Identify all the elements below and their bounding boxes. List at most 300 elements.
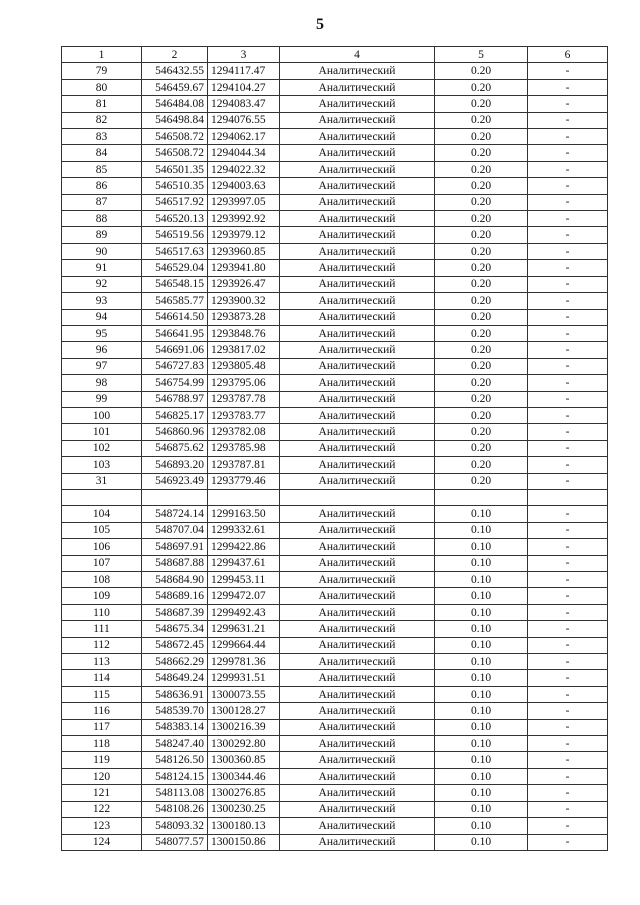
- method-cell: Аналитический: [280, 785, 435, 801]
- method-cell: Аналитический: [280, 736, 435, 752]
- x-coordinate-cell: 546508.72: [142, 145, 208, 161]
- method-cell: Аналитический: [280, 227, 435, 243]
- x-coordinate-cell: 548687.39: [142, 604, 208, 620]
- note-cell: -: [528, 506, 608, 522]
- table-row: [62, 818, 608, 834]
- y-coordinate-cell: 1293779.46: [208, 473, 280, 489]
- accuracy-cell: 0.20: [435, 79, 528, 95]
- x-coordinate-cell: 548124.15: [142, 768, 208, 784]
- method-cell: Аналитический: [280, 358, 435, 374]
- accuracy-cell: 0.20: [435, 276, 528, 292]
- point-number-cell: 94: [62, 309, 142, 325]
- y-coordinate-cell: 1293941.80: [208, 260, 280, 276]
- accuracy-cell: 0.10: [435, 555, 528, 571]
- method-cell: Аналитический: [280, 801, 435, 817]
- x-coordinate-cell: 546501.35: [142, 161, 208, 177]
- point-number-cell: 83: [62, 129, 142, 145]
- accuracy-cell: 0.20: [435, 129, 528, 145]
- table-row: [62, 161, 608, 177]
- x-coordinate-cell: 546754.99: [142, 375, 208, 391]
- method-cell: Аналитический: [280, 637, 435, 653]
- method-cell: Аналитический: [280, 703, 435, 719]
- accuracy-cell: 0.10: [435, 801, 528, 817]
- table-row: [62, 375, 608, 391]
- x-coordinate-cell: 546893.20: [142, 457, 208, 473]
- accuracy-cell: 0.20: [435, 96, 528, 112]
- y-coordinate-cell: 1294062.17: [208, 129, 280, 145]
- table-row: [62, 801, 608, 817]
- table-row: [62, 276, 608, 292]
- accuracy-cell: 0.10: [435, 654, 528, 670]
- x-coordinate-cell: 548247.40: [142, 736, 208, 752]
- table-row: [62, 785, 608, 801]
- y-coordinate-cell: 1293873.28: [208, 309, 280, 325]
- accuracy-cell: 0.10: [435, 539, 528, 555]
- table-row: [62, 834, 608, 850]
- x-coordinate-cell: 546459.67: [142, 79, 208, 95]
- table-row: [62, 112, 608, 128]
- point-number-cell: 92: [62, 276, 142, 292]
- table-row: [62, 621, 608, 637]
- note-cell: -: [528, 260, 608, 276]
- x-coordinate-cell: 548662.29: [142, 654, 208, 670]
- note-cell: -: [528, 440, 608, 456]
- table-row: [62, 506, 608, 522]
- table-row: [62, 129, 608, 145]
- point-number-cell: 93: [62, 293, 142, 309]
- x-coordinate-cell: 548077.57: [142, 834, 208, 850]
- y-coordinate-cell: 1294022.32: [208, 161, 280, 177]
- method-cell: Аналитический: [280, 129, 435, 145]
- accuracy-cell: 0.20: [435, 243, 528, 259]
- y-coordinate-cell: 1299664.44: [208, 637, 280, 653]
- y-coordinate-cell: 1293782.08: [208, 424, 280, 440]
- accuracy-cell: 0.20: [435, 227, 528, 243]
- y-coordinate-cell: 1300230.25: [208, 801, 280, 817]
- y-coordinate-cell: 1294083.47: [208, 96, 280, 112]
- accuracy-cell: 0.20: [435, 309, 528, 325]
- x-coordinate-cell: 548689.16: [142, 588, 208, 604]
- y-coordinate-cell: 1293783.77: [208, 407, 280, 423]
- method-cell: Аналитический: [280, 588, 435, 604]
- method-cell: Аналитический: [280, 161, 435, 177]
- accuracy-cell: 0.20: [435, 342, 528, 358]
- method-cell: Аналитический: [280, 604, 435, 620]
- point-number-cell: 109: [62, 588, 142, 604]
- method-cell: Аналитический: [280, 145, 435, 161]
- y-coordinate-cell: 1293992.92: [208, 211, 280, 227]
- note-cell: -: [528, 178, 608, 194]
- accuracy-cell: 0.20: [435, 145, 528, 161]
- x-coordinate-cell: 546484.08: [142, 96, 208, 112]
- y-coordinate-cell: 1294044.34: [208, 145, 280, 161]
- method-cell: Аналитический: [280, 391, 435, 407]
- table-row: [62, 637, 608, 653]
- y-coordinate-cell: 1294104.27: [208, 79, 280, 95]
- point-number-cell: 95: [62, 325, 142, 341]
- note-cell: -: [528, 785, 608, 801]
- note-cell: [528, 489, 608, 505]
- note-cell: -: [528, 834, 608, 850]
- table-row: [62, 736, 608, 752]
- method-cell: Аналитический: [280, 63, 435, 79]
- y-coordinate-cell: 1293997.05: [208, 194, 280, 210]
- accuracy-cell: 0.20: [435, 63, 528, 79]
- note-cell: -: [528, 637, 608, 653]
- method-cell: Аналитический: [280, 194, 435, 210]
- y-coordinate-cell: 1294117.47: [208, 63, 280, 79]
- column-header: 2: [142, 47, 208, 63]
- note-cell: -: [528, 96, 608, 112]
- y-coordinate-cell: 1299781.36: [208, 654, 280, 670]
- y-coordinate-cell: 1294003.63: [208, 178, 280, 194]
- note-cell: -: [528, 227, 608, 243]
- method-cell: Аналитический: [280, 522, 435, 538]
- table-row: [62, 686, 608, 702]
- note-cell: -: [528, 243, 608, 259]
- x-coordinate-cell: 546510.35: [142, 178, 208, 194]
- point-number-cell: 79: [62, 63, 142, 79]
- x-coordinate-cell: 546614.50: [142, 309, 208, 325]
- accuracy-cell: 0.20: [435, 194, 528, 210]
- note-cell: -: [528, 752, 608, 768]
- table-row: [62, 572, 608, 588]
- method-cell: Аналитический: [280, 211, 435, 227]
- point-number-cell: 100: [62, 407, 142, 423]
- accuracy-cell: [435, 489, 528, 505]
- note-cell: -: [528, 670, 608, 686]
- note-cell: -: [528, 293, 608, 309]
- method-cell: Аналитический: [280, 342, 435, 358]
- note-cell: -: [528, 358, 608, 374]
- column-header: 5: [435, 47, 528, 63]
- accuracy-cell: 0.20: [435, 211, 528, 227]
- note-cell: -: [528, 129, 608, 145]
- point-number-cell: 114: [62, 670, 142, 686]
- method-cell: Аналитический: [280, 539, 435, 555]
- note-cell: -: [528, 112, 608, 128]
- point-number-cell: 87: [62, 194, 142, 210]
- note-cell: -: [528, 588, 608, 604]
- table-row: [62, 654, 608, 670]
- x-coordinate-cell: 548108.26: [142, 801, 208, 817]
- method-cell: Аналитический: [280, 473, 435, 489]
- point-number-cell: 113: [62, 654, 142, 670]
- note-cell: -: [528, 473, 608, 489]
- y-coordinate-cell: 1294076.55: [208, 112, 280, 128]
- accuracy-cell: 0.10: [435, 834, 528, 850]
- x-coordinate-cell: 546641.95: [142, 325, 208, 341]
- point-number-cell: 115: [62, 686, 142, 702]
- x-coordinate-cell: [142, 489, 208, 505]
- note-cell: -: [528, 801, 608, 817]
- accuracy-cell: 0.10: [435, 752, 528, 768]
- y-coordinate-cell: 1293979.12: [208, 227, 280, 243]
- accuracy-cell: 0.10: [435, 736, 528, 752]
- accuracy-cell: 0.10: [435, 522, 528, 538]
- accuracy-cell: 0.10: [435, 768, 528, 784]
- y-coordinate-cell: 1293926.47: [208, 276, 280, 292]
- point-number-cell: 97: [62, 358, 142, 374]
- note-cell: -: [528, 407, 608, 423]
- table-row: [62, 670, 608, 686]
- method-cell: Аналитический: [280, 768, 435, 784]
- x-coordinate-cell: 546727.83: [142, 358, 208, 374]
- point-number-cell: 105: [62, 522, 142, 538]
- table-row: [62, 342, 608, 358]
- x-coordinate-cell: 546519.56: [142, 227, 208, 243]
- point-number-cell: 122: [62, 801, 142, 817]
- note-cell: -: [528, 686, 608, 702]
- accuracy-cell: 0.10: [435, 703, 528, 719]
- accuracy-cell: 0.10: [435, 818, 528, 834]
- method-cell: Аналитический: [280, 260, 435, 276]
- method-cell: Аналитический: [280, 621, 435, 637]
- point-number-cell: 98: [62, 375, 142, 391]
- table-row: [62, 522, 608, 538]
- y-coordinate-cell: 1299472.07: [208, 588, 280, 604]
- column-header: 4: [280, 47, 435, 63]
- y-coordinate-cell: 1293785.98: [208, 440, 280, 456]
- table-row: [62, 325, 608, 341]
- method-cell: Аналитический: [280, 572, 435, 588]
- y-coordinate-cell: 1300150.86: [208, 834, 280, 850]
- x-coordinate-cell: 548724.14: [142, 506, 208, 522]
- y-coordinate-cell: 1293960.85: [208, 243, 280, 259]
- note-cell: -: [528, 211, 608, 227]
- x-coordinate-cell: 548649.24: [142, 670, 208, 686]
- y-coordinate-cell: 1293795.06: [208, 375, 280, 391]
- x-coordinate-cell: 546585.77: [142, 293, 208, 309]
- table-row: [62, 752, 608, 768]
- accuracy-cell: 0.20: [435, 178, 528, 194]
- y-coordinate-cell: 1300360.85: [208, 752, 280, 768]
- table-row: [62, 588, 608, 604]
- y-coordinate-cell: 1299631.21: [208, 621, 280, 637]
- point-number-cell: 96: [62, 342, 142, 358]
- x-coordinate-cell: 546498.84: [142, 112, 208, 128]
- page-number: 5: [316, 16, 324, 33]
- note-cell: -: [528, 194, 608, 210]
- point-number-cell: 102: [62, 440, 142, 456]
- x-coordinate-cell: 546517.63: [142, 243, 208, 259]
- point-number-cell: 89: [62, 227, 142, 243]
- table-row: [62, 96, 608, 112]
- note-cell: -: [528, 63, 608, 79]
- note-cell: -: [528, 539, 608, 555]
- column-header: 3: [208, 47, 280, 63]
- note-cell: -: [528, 309, 608, 325]
- note-cell: -: [528, 424, 608, 440]
- y-coordinate-cell: 1293900.32: [208, 293, 280, 309]
- method-cell: Аналитический: [280, 243, 435, 259]
- accuracy-cell: 0.10: [435, 719, 528, 735]
- y-coordinate-cell: 1299492.43: [208, 604, 280, 620]
- column-header: 1: [62, 47, 142, 63]
- table-row: [62, 424, 608, 440]
- accuracy-cell: 0.20: [435, 457, 528, 473]
- x-coordinate-cell: 548383.14: [142, 719, 208, 735]
- table-row: [62, 768, 608, 784]
- point-number-cell: 104: [62, 506, 142, 522]
- method-cell: Аналитический: [280, 375, 435, 391]
- accuracy-cell: 0.20: [435, 325, 528, 341]
- method-cell: Аналитический: [280, 457, 435, 473]
- method-cell: Аналитический: [280, 79, 435, 95]
- accuracy-cell: 0.10: [435, 588, 528, 604]
- method-cell: Аналитический: [280, 96, 435, 112]
- y-coordinate-cell: 1299437.61: [208, 555, 280, 571]
- method-cell: Аналитический: [280, 293, 435, 309]
- point-number-cell: 84: [62, 145, 142, 161]
- x-coordinate-cell: 546923.49: [142, 473, 208, 489]
- note-cell: -: [528, 604, 608, 620]
- note-cell: -: [528, 276, 608, 292]
- x-coordinate-cell: 546691.06: [142, 342, 208, 358]
- table-row: [62, 604, 608, 620]
- y-coordinate-cell: [208, 489, 280, 505]
- x-coordinate-cell: 546432.55: [142, 63, 208, 79]
- accuracy-cell: 0.20: [435, 112, 528, 128]
- table-row: [62, 489, 608, 505]
- y-coordinate-cell: 1300128.27: [208, 703, 280, 719]
- table-row: [62, 719, 608, 735]
- point-number-cell: 82: [62, 112, 142, 128]
- accuracy-cell: 0.10: [435, 572, 528, 588]
- y-coordinate-cell: 1299163.50: [208, 506, 280, 522]
- method-cell: Аналитический: [280, 719, 435, 735]
- x-coordinate-cell: 548707.04: [142, 522, 208, 538]
- x-coordinate-cell: 546517.92: [142, 194, 208, 210]
- table-row: [62, 211, 608, 227]
- point-number-cell: 110: [62, 604, 142, 620]
- x-coordinate-cell: 546860.96: [142, 424, 208, 440]
- x-coordinate-cell: 546529.04: [142, 260, 208, 276]
- table-row: [62, 309, 608, 325]
- note-cell: -: [528, 325, 608, 341]
- x-coordinate-cell: 548687.88: [142, 555, 208, 571]
- table-row: [62, 407, 608, 423]
- method-cell: Аналитический: [280, 752, 435, 768]
- accuracy-cell: 0.20: [435, 375, 528, 391]
- point-number-cell: 118: [62, 736, 142, 752]
- accuracy-cell: 0.20: [435, 293, 528, 309]
- point-number-cell: 90: [62, 243, 142, 259]
- point-number-cell: 101: [62, 424, 142, 440]
- point-number-cell: 108: [62, 572, 142, 588]
- accuracy-cell: 0.20: [435, 440, 528, 456]
- x-coordinate-cell: 546508.72: [142, 129, 208, 145]
- note-cell: -: [528, 654, 608, 670]
- table-row: [62, 391, 608, 407]
- point-number-cell: 123: [62, 818, 142, 834]
- note-cell: -: [528, 375, 608, 391]
- note-cell: -: [528, 555, 608, 571]
- method-cell: Аналитический: [280, 309, 435, 325]
- table-row: [62, 194, 608, 210]
- x-coordinate-cell: 548636.91: [142, 686, 208, 702]
- method-cell: Аналитический: [280, 178, 435, 194]
- point-number-cell: 117: [62, 719, 142, 735]
- note-cell: -: [528, 161, 608, 177]
- note-cell: -: [528, 768, 608, 784]
- accuracy-cell: 0.20: [435, 424, 528, 440]
- note-cell: -: [528, 818, 608, 834]
- y-coordinate-cell: 1300276.85: [208, 785, 280, 801]
- table-row: [62, 227, 608, 243]
- y-coordinate-cell: 1299931.51: [208, 670, 280, 686]
- method-cell: Аналитический: [280, 670, 435, 686]
- point-number-cell: 107: [62, 555, 142, 571]
- note-cell: -: [528, 736, 608, 752]
- table-row: [62, 63, 608, 79]
- note-cell: -: [528, 703, 608, 719]
- table-row: [62, 440, 608, 456]
- note-cell: -: [528, 79, 608, 95]
- point-number-cell: 119: [62, 752, 142, 768]
- note-cell: -: [528, 391, 608, 407]
- table-row: [62, 293, 608, 309]
- method-cell: [280, 489, 435, 505]
- point-number-cell: 111: [62, 621, 142, 637]
- accuracy-cell: 0.10: [435, 637, 528, 653]
- accuracy-cell: 0.10: [435, 686, 528, 702]
- note-cell: -: [528, 342, 608, 358]
- accuracy-cell: 0.20: [435, 260, 528, 276]
- method-cell: Аналитический: [280, 506, 435, 522]
- table-row: [62, 539, 608, 555]
- accuracy-cell: 0.10: [435, 670, 528, 686]
- method-cell: Аналитический: [280, 654, 435, 670]
- y-coordinate-cell: 1293805.48: [208, 358, 280, 374]
- table-row: [62, 457, 608, 473]
- point-number-cell: 88: [62, 211, 142, 227]
- coordinates-table: [61, 46, 608, 851]
- table-row: [62, 260, 608, 276]
- x-coordinate-cell: 548697.91: [142, 539, 208, 555]
- point-number-cell: 81: [62, 96, 142, 112]
- point-number-cell: 124: [62, 834, 142, 850]
- method-cell: Аналитический: [280, 686, 435, 702]
- table-header-row: [62, 47, 608, 63]
- table-body: [62, 63, 608, 851]
- point-number-cell: 116: [62, 703, 142, 719]
- table-row: [62, 243, 608, 259]
- accuracy-cell: 0.10: [435, 506, 528, 522]
- y-coordinate-cell: 1293817.02: [208, 342, 280, 358]
- method-cell: Аналитический: [280, 276, 435, 292]
- accuracy-cell: 0.20: [435, 391, 528, 407]
- method-cell: Аналитический: [280, 440, 435, 456]
- note-cell: -: [528, 145, 608, 161]
- table-row: [62, 703, 608, 719]
- x-coordinate-cell: 548126.50: [142, 752, 208, 768]
- x-coordinate-cell: 548539.70: [142, 703, 208, 719]
- method-cell: Аналитический: [280, 834, 435, 850]
- y-coordinate-cell: 1300344.46: [208, 768, 280, 784]
- y-coordinate-cell: 1299332.61: [208, 522, 280, 538]
- method-cell: Аналитический: [280, 112, 435, 128]
- point-number-cell: 103: [62, 457, 142, 473]
- y-coordinate-cell: 1299453.11: [208, 572, 280, 588]
- table-row: [62, 555, 608, 571]
- accuracy-cell: 0.20: [435, 407, 528, 423]
- y-coordinate-cell: 1299422.86: [208, 539, 280, 555]
- x-coordinate-cell: 548113.08: [142, 785, 208, 801]
- table-row: [62, 145, 608, 161]
- point-number-cell: 31: [62, 473, 142, 489]
- method-cell: Аналитический: [280, 555, 435, 571]
